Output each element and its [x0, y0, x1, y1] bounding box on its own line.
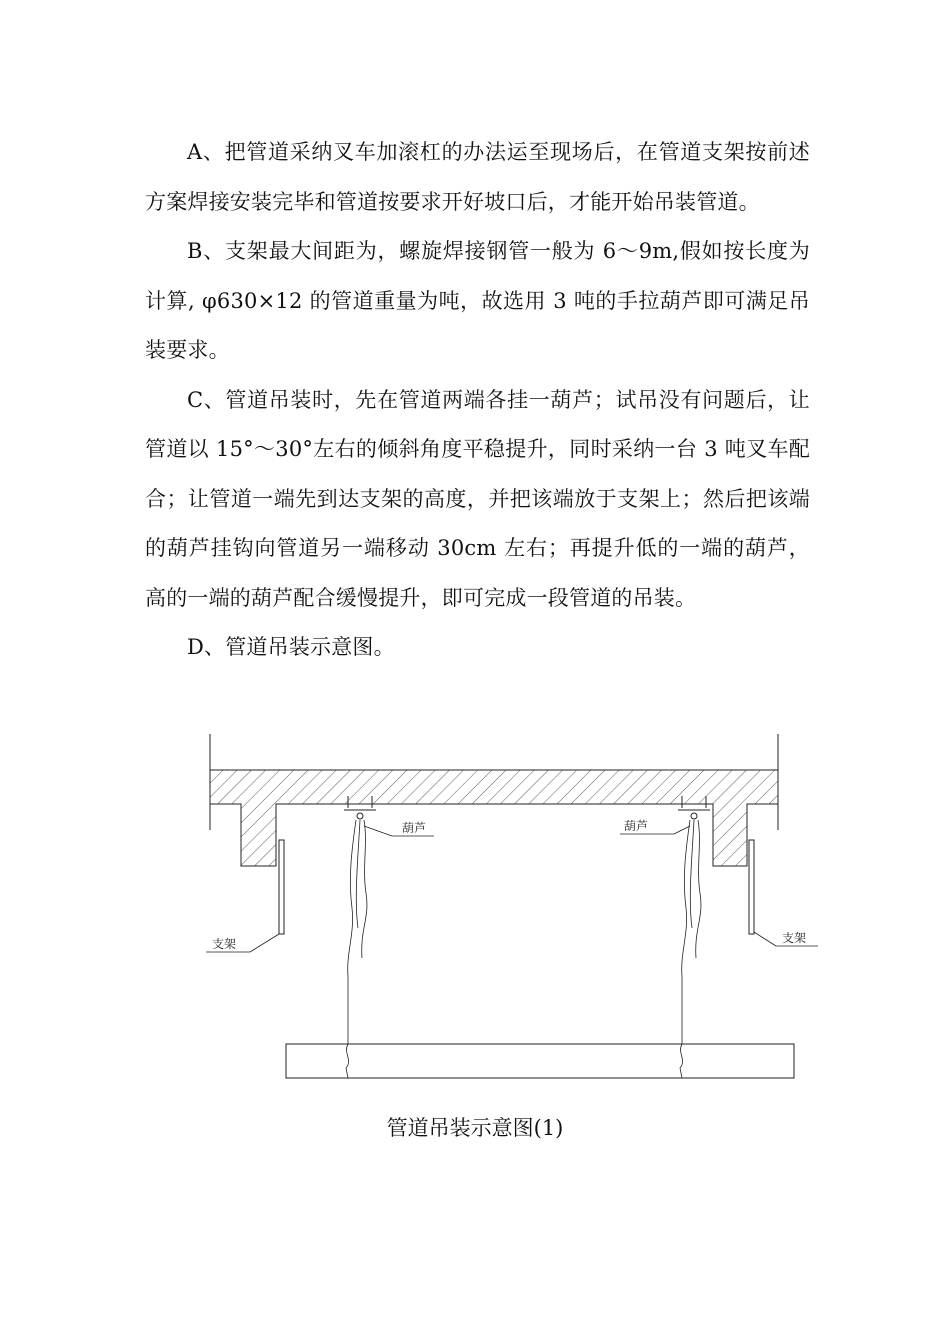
chain-hoist-right	[682, 820, 701, 1050]
pipe	[286, 1044, 794, 1078]
label-support-right: 支架	[782, 931, 807, 945]
paragraph-a: A、把管道采纳叉车加滚杠的办法运至现场后，在管道支架按前述方案焊接安装完毕和管道按要求开好坡口后，才能开始吊装管道。	[145, 140, 810, 214]
label-support-left: 支架	[212, 937, 237, 951]
body-text	[145, 128, 810, 673]
leader-hoist-left	[364, 826, 392, 836]
leader-hoist-right	[674, 826, 690, 834]
pipe-hoisting-diagram	[180, 728, 840, 1088]
chain-hoist-left	[348, 820, 367, 1050]
ceiling-slab	[210, 770, 778, 866]
paragraph-c: C、管道吊装时，先在管道两端各挂一葫芦；试吊没有问题后，让管道以 15°～30°左右的倾斜角度平稳提升，同时采纳一台 3 吨叉车配合；让管道一端先到达支架的高度，并把该端放于支架上；然后把该端的葫芦挂钩向管道另一端移动 30cm 左右；再提升低的一端的葫芦，高的一端的葫芦配合缓慢提升，即可完成一段管道的吊装。	[145, 387, 810, 610]
figure-caption: 管道吊装示意图(1)	[386, 1116, 564, 1140]
leader-support-right	[754, 932, 776, 946]
support-bracket-left	[279, 840, 284, 934]
label-hoist-right: 葫芦	[624, 819, 649, 833]
paragraph-b: B、支架最大间距为，螺旋焊接钢管一般为 6～9m,假如按长度为计算, φ630×12 的管道重量为吨，故选用 3 吨的手拉葫芦即可满足吊装要求。	[145, 239, 810, 362]
label-hoist-left: 葫芦	[402, 821, 427, 835]
paragraph-d: D、管道吊装示意图。	[187, 635, 395, 659]
support-bracket-right	[749, 840, 754, 934]
leader-support-left	[250, 934, 279, 952]
